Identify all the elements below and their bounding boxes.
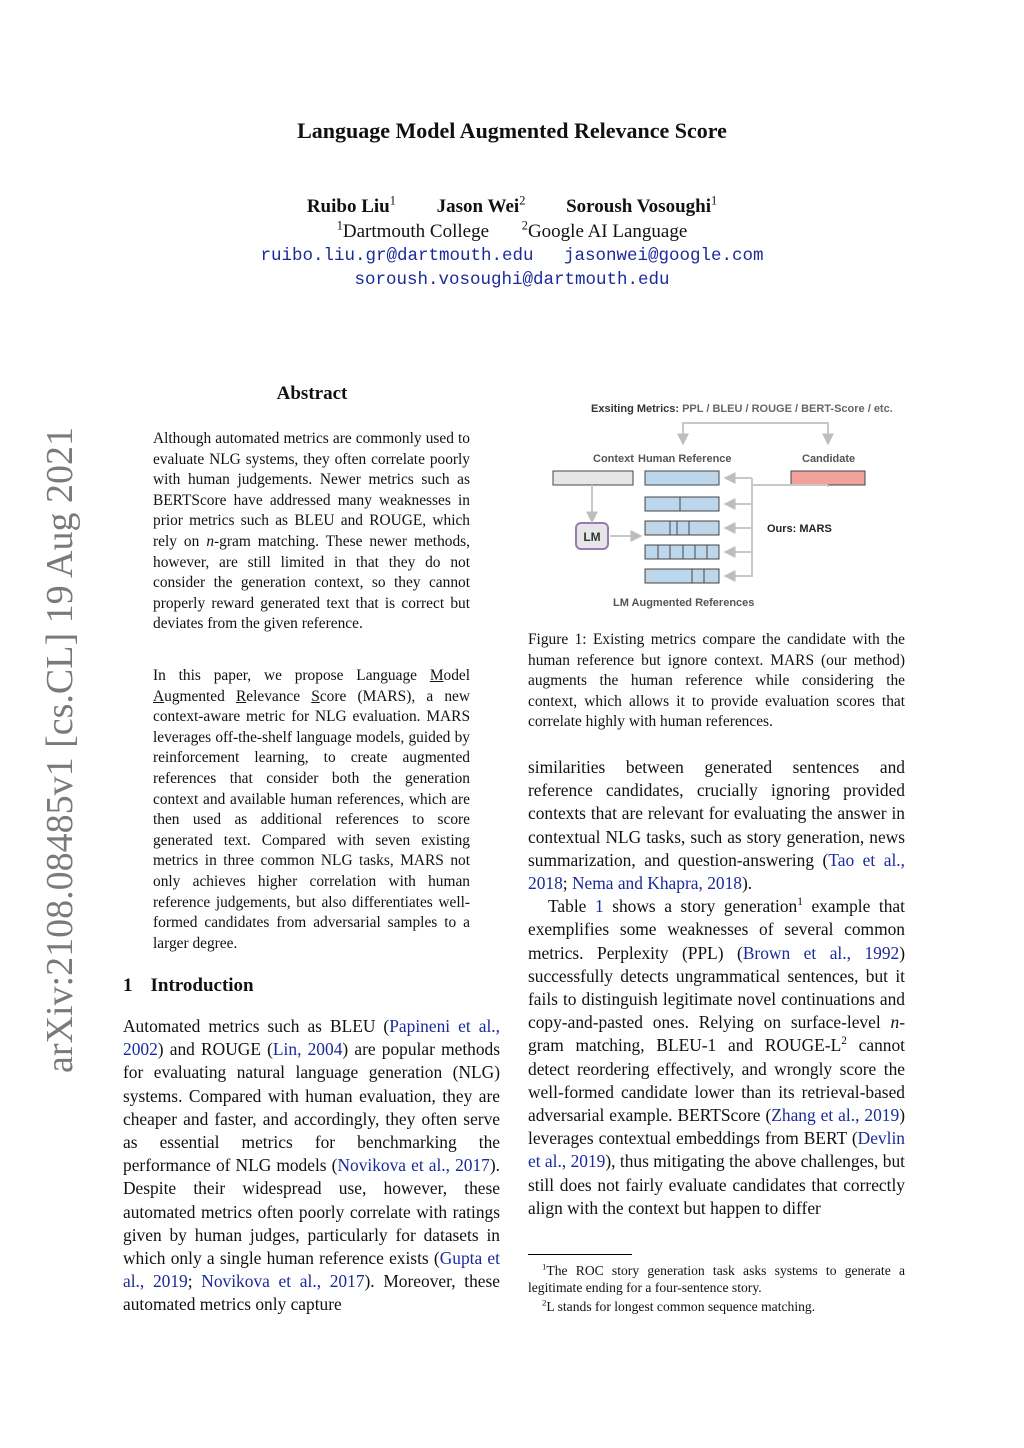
- right-column-text: [528, 756, 905, 1220]
- citation-link[interactable]: Zhang et al., 2019: [771, 1105, 900, 1126]
- ours-mars-label: Ours: MARS: [767, 523, 832, 535]
- lm-label: LM: [583, 530, 601, 544]
- augmented-reference-3: [645, 545, 719, 559]
- candidate-box: [791, 471, 865, 485]
- email-line-2: [0, 270, 1024, 290]
- author-2: Jason Wei$^2$: [436, 193, 526, 217]
- augmented-reference-1: [645, 497, 719, 511]
- footnote-marker-1: 1: [797, 896, 803, 909]
- augmented-reference-4: [645, 569, 719, 583]
- citation-link[interactable]: Novikova et al., 2017: [201, 1271, 365, 1292]
- existing-metrics-list: PPL / BLEU / ROUGE / BERT-Score / etc.: [682, 403, 893, 415]
- footnote-rule: [528, 1254, 632, 1255]
- section-heading-introduction: 1 Introduction: [123, 975, 254, 996]
- augmented-reference-2: [645, 521, 719, 535]
- citation-link[interactable]: Brown et al., 1992: [742, 942, 900, 963]
- email-1[interactable]: ruibo.liu.gr@dartmouth.edu: [260, 246, 534, 266]
- lm-augmented-label: LM Augmented References: [613, 597, 755, 609]
- footnote-marker-2: 2: [841, 1035, 847, 1048]
- email-2[interactable]: jasonwei@google.com: [564, 246, 764, 266]
- citation-link[interactable]: Gupta et al., 2019: [123, 1248, 500, 1292]
- intro-paragraph: Automated metrics such as BLEU (Papineni et al., 2002) and ROUGE (Lin, 2004) are popular methods for evaluating natural language generation (NLG) systems. Compared with human evaluation, they are cheaper and faster, and accordingly, they often serve as essential metrics for benchmarking the performance of NLG models (Novikova et al., 2017). Despite their widespread use, however, these automated metrics often poorly correlate with ratings given by human judges, particularly for datasets in which only a single human reference exists (Gupta et al., 2019; Novikova et al., 2017). Moreover, these automated metrics only capture: [123, 1016, 500, 1315]
- citation-link[interactable]: Devlin et al., 2019: [528, 1128, 905, 1172]
- email-3[interactable]: soroush.vosoughi@dartmouth.edu: [354, 270, 670, 290]
- footnote-1: $^1$The ROC story generation task asks systems to generate a legitimate ending for a four-sentence story.: [528, 1261, 905, 1295]
- citation-link[interactable]: Nema and Khapra, 2018: [571, 873, 742, 894]
- abstract-paragraph-1: Although automated metrics are commonly used to evaluate NLG systems, they often correlate poorly with human judgements. Newer metrics such as BERTScore have addressed many weaknesses in prior metrics such as BLEU and ROUGE, which rely on n-gram matching. These newer methods, however, are still limited in that they do not consider the generation context, so they cannot properly reward generated text that is correct but deviates from the given reference.: [153, 430, 471, 633]
- right-paragraph-1: similarities between generated sentences and reference candidates, crucially ignoring provided contexts that are relevant for evaluating the answer in contextual NLG tasks, such as story generation, news summarization, and question-answering (Tao et al., 2018; Nema and Khapra, 2018).: [528, 757, 906, 894]
- top-arrow-candidate: [683, 423, 828, 443]
- footnote-2: $^2$L stands for longest common sequence matching.: [542, 1297, 816, 1314]
- citation-link[interactable]: Lin, 2004: [272, 1039, 343, 1060]
- affiliation-1: $^1$Dartmouth College: [336, 218, 490, 242]
- citation-link[interactable]: Tao et al., 2018: [528, 849, 906, 894]
- affiliation-2: $^2$Google AI Language: [521, 218, 688, 242]
- candidate-label: Candidate: [802, 453, 856, 465]
- human-reference-label: Human Reference: [638, 453, 732, 465]
- table-ref-link[interactable]: 1: [594, 896, 604, 917]
- author-3: Soroush Vosoughi$^1$: [566, 193, 718, 217]
- svg-text:Exsiting Metrics: PPL /: [591, 403, 893, 415]
- citation-link[interactable]: Novikova et al., 2017: [337, 1155, 490, 1176]
- email-line-1: [0, 246, 1024, 266]
- author-list: [0, 193, 1024, 218]
- abstract-paragraph-2: In this paper, we propose Language Model Augmented Relevance Score (MARS), a new context-aware metric for NLG evaluation. MARS leverages off-the-shelf language models, guided by reinforcement learning, to create augmented references that consider both the generation context and available human references, which are then used as additional references to score generated text. Compared with seven existing metrics in three common NLG tasks, MARS not only achieves higher correlation with human reference judgements, but also differentiates well-formed candidates from adversarial samples to a larger degree.: [153, 667, 470, 952]
- human-reference-box: [645, 471, 719, 485]
- figure-1-caption: Figure 1: Existing metrics compare the candidate with the human reference but ignore context. MARS (our method) augments the human reference while considering the context, which allows it to provide evaluation scores that correlate highly with human references.: [528, 631, 905, 731]
- context-label: Context: [593, 453, 634, 465]
- paper-title: Language Model Augmented Relevance Score: [297, 118, 727, 143]
- figure-1: [540, 395, 910, 620]
- author-1: Ruibo Liu$^1$: [306, 193, 396, 217]
- context-box: [553, 471, 633, 485]
- abstract-heading: Abstract: [276, 383, 348, 404]
- arxiv-stamp: arXiv:2108.08485v1 [cs.CL] 19 Aug 2021: [39, 427, 81, 1073]
- affiliations: [0, 218, 1024, 243]
- right-paragraph-2: Table 1 shows a story generation$^1$ example that exemplifies some weaknesses of several common metrics. Perplexity (PPL) (Brown et al., 1992) successfully detects ungrammatical sentences, but it fails to distinguish legitimate novel continuations and copy-and-pasted ones. Relying on surface-level n-gram matching, BLEU-1 and ROUGE-$L^2$ cannot detect reordering effectively, and wrongly score the well-formed candidate lower than its retrieval-based adversarial example. BERTScore (Zhang et al., 2019) leverages contextual embeddings from BERT (Devlin et al., 2019), thus mitigating the above challenges, but still does not fairly evaluate candidates that correctly align with the context but happen to differ: [528, 896, 906, 1218]
- mars-diagram: [540, 395, 910, 620]
- existing-metrics-label: Exsiting Metrics:: [591, 403, 680, 415]
- citation-link[interactable]: Papineni et al., 2002: [123, 1016, 500, 1060]
